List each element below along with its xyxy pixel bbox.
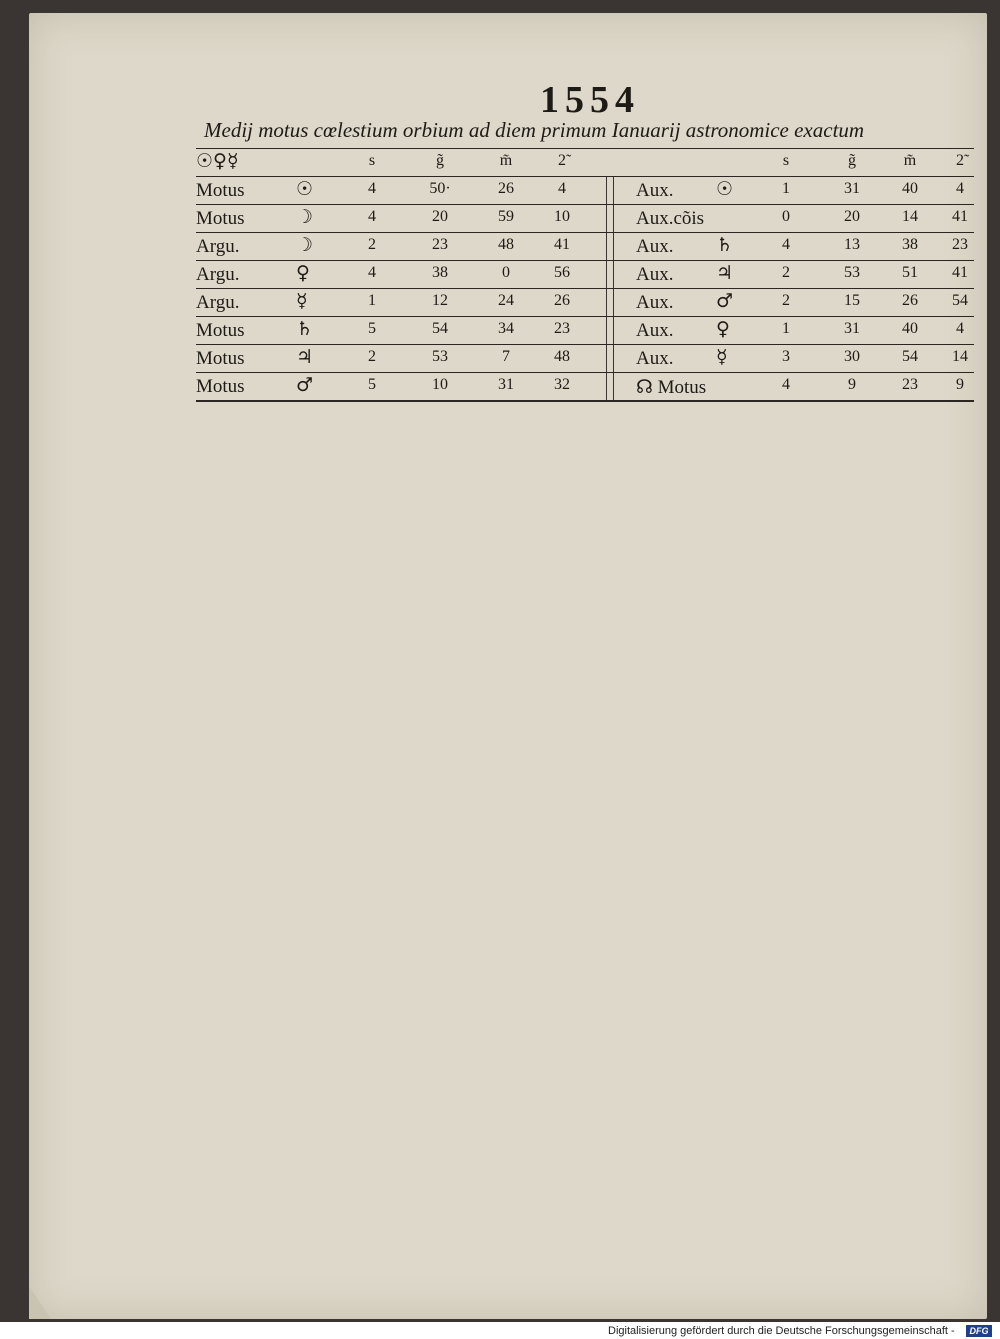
value-cell: 5 <box>368 320 376 337</box>
value-cell-right: 38 <box>902 236 918 253</box>
table-row <box>196 205 974 233</box>
value-cell-right: 9 <box>956 376 964 393</box>
row-label: Motus <box>196 180 245 201</box>
column-divider <box>606 233 614 260</box>
value-cell: 4 <box>558 180 566 197</box>
value-cell: 2 <box>368 236 376 253</box>
value-cell-right: 40 <box>902 180 918 197</box>
value-cell-right: 41 <box>952 264 968 281</box>
column-divider <box>606 261 614 288</box>
header-unit-minutes: m̃ <box>499 152 513 169</box>
column-divider <box>606 177 614 204</box>
value-cell: 41 <box>554 236 570 253</box>
header-planet-symbols: ☉♀☿ <box>196 150 239 172</box>
value-cell: 5 <box>368 376 376 393</box>
value-cell: 48 <box>554 348 570 365</box>
dfg-logo: DFG <box>966 1325 992 1337</box>
value-cell-right: 1 <box>782 180 790 197</box>
row-label-right: ☊ Motus <box>636 377 707 398</box>
value-cell-right: 4 <box>782 376 790 393</box>
header-unit-degrees-right: g̃ <box>848 152 856 169</box>
header-unit-minutes-right: m̃ <box>903 152 917 169</box>
footer-credit: Digitalisierung gefördert durch die Deutsche Forschungsgemeinschaft - <box>608 1325 955 1337</box>
planet-symbol-right: ♄ <box>716 234 734 256</box>
table-row <box>196 289 974 317</box>
value-cell-right: 14 <box>902 208 918 225</box>
header-unit-degrees: g̃ <box>436 152 444 169</box>
value-cell: 24 <box>498 292 514 309</box>
value-cell: 20 <box>432 208 448 225</box>
value-cell-right: 1 <box>782 320 790 337</box>
value-cell-right: 3 <box>782 348 790 365</box>
planet-symbol: ♀ <box>296 262 310 284</box>
value-cell-right: 30 <box>844 348 860 365</box>
value-cell: 48 <box>498 236 514 253</box>
table-row <box>196 345 974 373</box>
planet-symbol: ☿ <box>296 290 308 312</box>
value-cell-right: 40 <box>902 320 918 337</box>
value-cell: 2 <box>368 348 376 365</box>
table-row <box>196 261 974 289</box>
value-cell-right: 26 <box>902 292 918 309</box>
value-cell-right: 41 <box>952 208 968 225</box>
row-label: Motus <box>196 208 245 229</box>
value-cell-right: 31 <box>844 320 860 337</box>
value-cell: 56 <box>554 264 570 281</box>
value-cell: 12 <box>432 292 448 309</box>
planet-symbol: ♂ <box>296 374 314 396</box>
table-row <box>196 373 974 402</box>
row-label-right: Aux. <box>636 264 674 285</box>
value-cell: 53 <box>432 348 448 365</box>
motus-table <box>196 148 974 402</box>
table-row <box>196 177 974 205</box>
row-label-right: Aux. <box>636 320 674 341</box>
row-label-right: Aux.cõis <box>636 208 705 229</box>
value-cell: 1 <box>368 292 376 309</box>
table-row <box>196 233 974 261</box>
planet-symbol: ☽ <box>296 234 314 256</box>
column-divider <box>606 289 614 316</box>
value-cell: 23 <box>554 320 570 337</box>
value-cell-right: 4 <box>956 320 964 337</box>
header-unit-signs: s <box>368 152 376 169</box>
page-year: 1554 <box>540 79 640 121</box>
row-label-right: Aux. <box>636 292 674 313</box>
row-label-right: Aux. <box>636 348 674 369</box>
value-cell-right: 15 <box>844 292 860 309</box>
value-cell-right: 2 <box>782 292 790 309</box>
table-body <box>196 177 974 402</box>
value-cell: 34 <box>498 320 514 337</box>
row-label: Motus <box>196 348 245 369</box>
row-label: Motus <box>196 320 245 341</box>
value-cell-right: 51 <box>902 264 918 281</box>
row-label-right: Aux. <box>636 180 674 201</box>
value-cell-right: 53 <box>844 264 860 281</box>
value-cell-right: 4 <box>956 180 964 197</box>
value-cell: 26 <box>498 180 514 197</box>
value-cell-right: 23 <box>902 376 918 393</box>
value-cell: 23 <box>432 236 448 253</box>
value-cell: 50· <box>429 180 451 197</box>
value-cell-right: 4 <box>782 236 790 253</box>
value-cell: 54 <box>432 320 448 337</box>
value-cell: 0 <box>502 264 510 281</box>
planet-symbol-right: ☿ <box>716 346 728 368</box>
value-cell: 59 <box>498 208 514 225</box>
value-cell-right: 14 <box>952 348 968 365</box>
row-label: Argu. <box>196 236 240 257</box>
value-cell: 4 <box>368 180 376 197</box>
planet-symbol: ♄ <box>296 318 314 340</box>
planet-symbol: ☽ <box>296 206 314 228</box>
value-cell-right: 54 <box>952 292 968 309</box>
value-cell: 31 <box>498 376 514 393</box>
planet-symbol: ☉ <box>296 178 314 200</box>
value-cell: 38 <box>432 264 448 281</box>
planet-symbol: ♃ <box>296 346 314 368</box>
header-unit-seconds: 2̃ <box>558 152 566 169</box>
planet-symbol-right: ☉ <box>716 178 734 200</box>
planet-symbol-right: ♃ <box>716 262 734 284</box>
column-divider <box>606 373 614 400</box>
value-cell-right: 54 <box>902 348 918 365</box>
value-cell-right: 13 <box>844 236 860 253</box>
table-heading: Medij motus cœlestium orbium ad diem primum Ianuarij astronomice exactum <box>204 118 865 142</box>
header-unit-signs-right: s <box>782 152 790 169</box>
value-cell-right: 2 <box>782 264 790 281</box>
value-cell: 10 <box>432 376 448 393</box>
value-cell: 4 <box>368 208 376 225</box>
column-divider <box>606 317 614 344</box>
table-row <box>196 317 974 345</box>
value-cell: 10 <box>554 208 570 225</box>
value-cell: 32 <box>554 376 570 393</box>
header-unit-seconds-right: 2̃ <box>956 152 964 169</box>
planet-symbol-right: ♀ <box>716 318 730 340</box>
value-cell-right: 31 <box>844 180 860 197</box>
row-label-right: Aux. <box>636 236 674 257</box>
column-divider <box>606 205 614 232</box>
row-label: Argu. <box>196 292 240 313</box>
column-divider <box>606 345 614 372</box>
value-cell-right: 9 <box>848 376 856 393</box>
row-label: Argu. <box>196 264 240 285</box>
value-cell-right: 0 <box>782 208 790 225</box>
row-label: Motus <box>196 376 245 397</box>
table-header-row <box>196 148 974 177</box>
value-cell: 26 <box>554 292 570 309</box>
value-cell: 4 <box>368 264 376 281</box>
value-cell: 7 <box>502 348 510 365</box>
value-cell-right: 23 <box>952 236 968 253</box>
value-cell-right: 20 <box>844 208 860 225</box>
planet-symbol-right: ♂ <box>716 290 734 312</box>
